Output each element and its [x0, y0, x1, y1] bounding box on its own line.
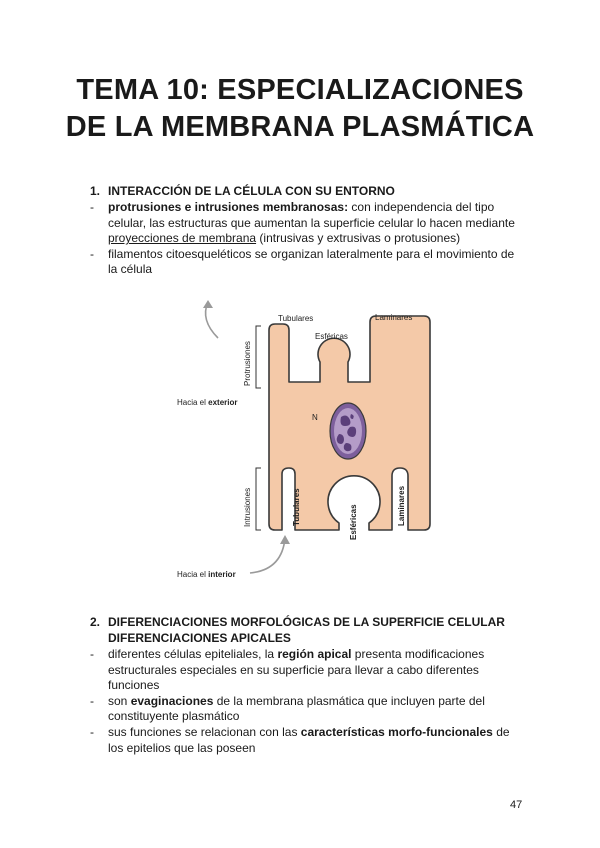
section-1-heading-text: INTERACCIÓN DE LA CÉLULA CON SU ENTORNO	[108, 184, 395, 198]
bullet-text-after: (intrusivas y extrusivas o protusiones)	[256, 231, 461, 246]
bullet-dash: -	[90, 724, 94, 739]
esfericas-bottom-label: Esféricas	[349, 504, 358, 540]
section-1-number: 1.	[90, 184, 101, 198]
section-2-number: 2.	[90, 615, 101, 629]
section-1-bullet-list	[90, 200, 522, 278]
bullet-text: diferentes células epiteliales, la	[108, 647, 278, 661]
nucleus-label: N	[312, 413, 318, 422]
list-item	[90, 725, 522, 756]
intrusiones-label: Intrusiones	[243, 487, 252, 527]
bullet-text-after: de los epitelios que las poseen	[108, 724, 510, 755]
protrusiones-label: Protrusiones	[243, 341, 252, 386]
interior-arrowhead	[280, 535, 290, 544]
hacia-exterior-label: Hacia el exterior	[177, 398, 238, 407]
membrane-specializations-figure	[160, 290, 460, 590]
bullet-text-after: de la membrana plasmática que incluyen parte del constituyente plasmático	[108, 693, 485, 724]
tubulares-top-label: Tubulares	[278, 314, 314, 323]
laminares-bottom-label: Laminares	[397, 485, 406, 526]
section-2-heading-text: DIFERENCIACIONES MORFOLÓGICAS DE LA SUPERFICIE CELULAR	[108, 615, 505, 629]
bullet-dash: -	[90, 246, 94, 261]
bullet-text: son	[108, 693, 131, 708]
section-2-bullet-list	[90, 647, 522, 756]
bullet-text-after: presenta modificaciones estructurales especiales en su superficie para llevar a cabo diferentes funciones	[108, 647, 485, 693]
bullet-dash: -	[90, 200, 94, 214]
exterior-arrowhead	[203, 300, 213, 308]
bullet-bold-term: protrusiones e intrusiones membranosas:	[108, 200, 349, 214]
list-item	[90, 647, 522, 694]
bullet-text: filamentos citoesqueléticos se organizan lateralmente para el movimiento de la célula	[108, 246, 515, 277]
page-number: 47	[510, 799, 523, 811]
page-title-line-2: DE LA MEMBRANA PLASMÁTICA	[65, 111, 535, 143]
bullet-dash: -	[90, 647, 94, 661]
bullet-underlined-text: proyecciones de membrana	[108, 231, 257, 246]
list-item	[90, 200, 522, 247]
hacia-interior-label: Hacia el interior	[177, 570, 236, 579]
bullet-text: con independencia del tipo celular, las estructuras que aumentan la superficie celular lo hacen mediante	[108, 200, 515, 230]
list-item	[90, 247, 522, 278]
tubulares-bottom-label: Tubulares	[292, 488, 301, 526]
bullet-text: sus funciones se relacionan con las	[108, 724, 301, 739]
page-title-line-1: TEMA 10: ESPECIALIZACIONES	[76, 74, 524, 106]
list-item	[90, 694, 522, 725]
section-2-subheading: DIFERENCIACIONES APICALES	[108, 631, 291, 645]
section-2-heading	[90, 615, 505, 630]
bullet-dash: -	[90, 693, 94, 708]
bullet-bold-term: evaginaciones	[130, 693, 214, 708]
laminares-top-label: Laminares	[375, 313, 413, 322]
protrusiones-bracket	[256, 326, 261, 388]
section-1-heading	[90, 184, 395, 199]
intrusiones-bracket	[256, 468, 261, 530]
bullet-bold-term: características morfo-funcionales	[300, 724, 493, 739]
interior-arrow	[250, 538, 285, 573]
nucleus	[330, 403, 366, 459]
esfericas-top-label: Esféricas	[315, 332, 348, 341]
page-title	[0, 72, 600, 146]
bullet-bold-term: región apical	[277, 647, 352, 661]
